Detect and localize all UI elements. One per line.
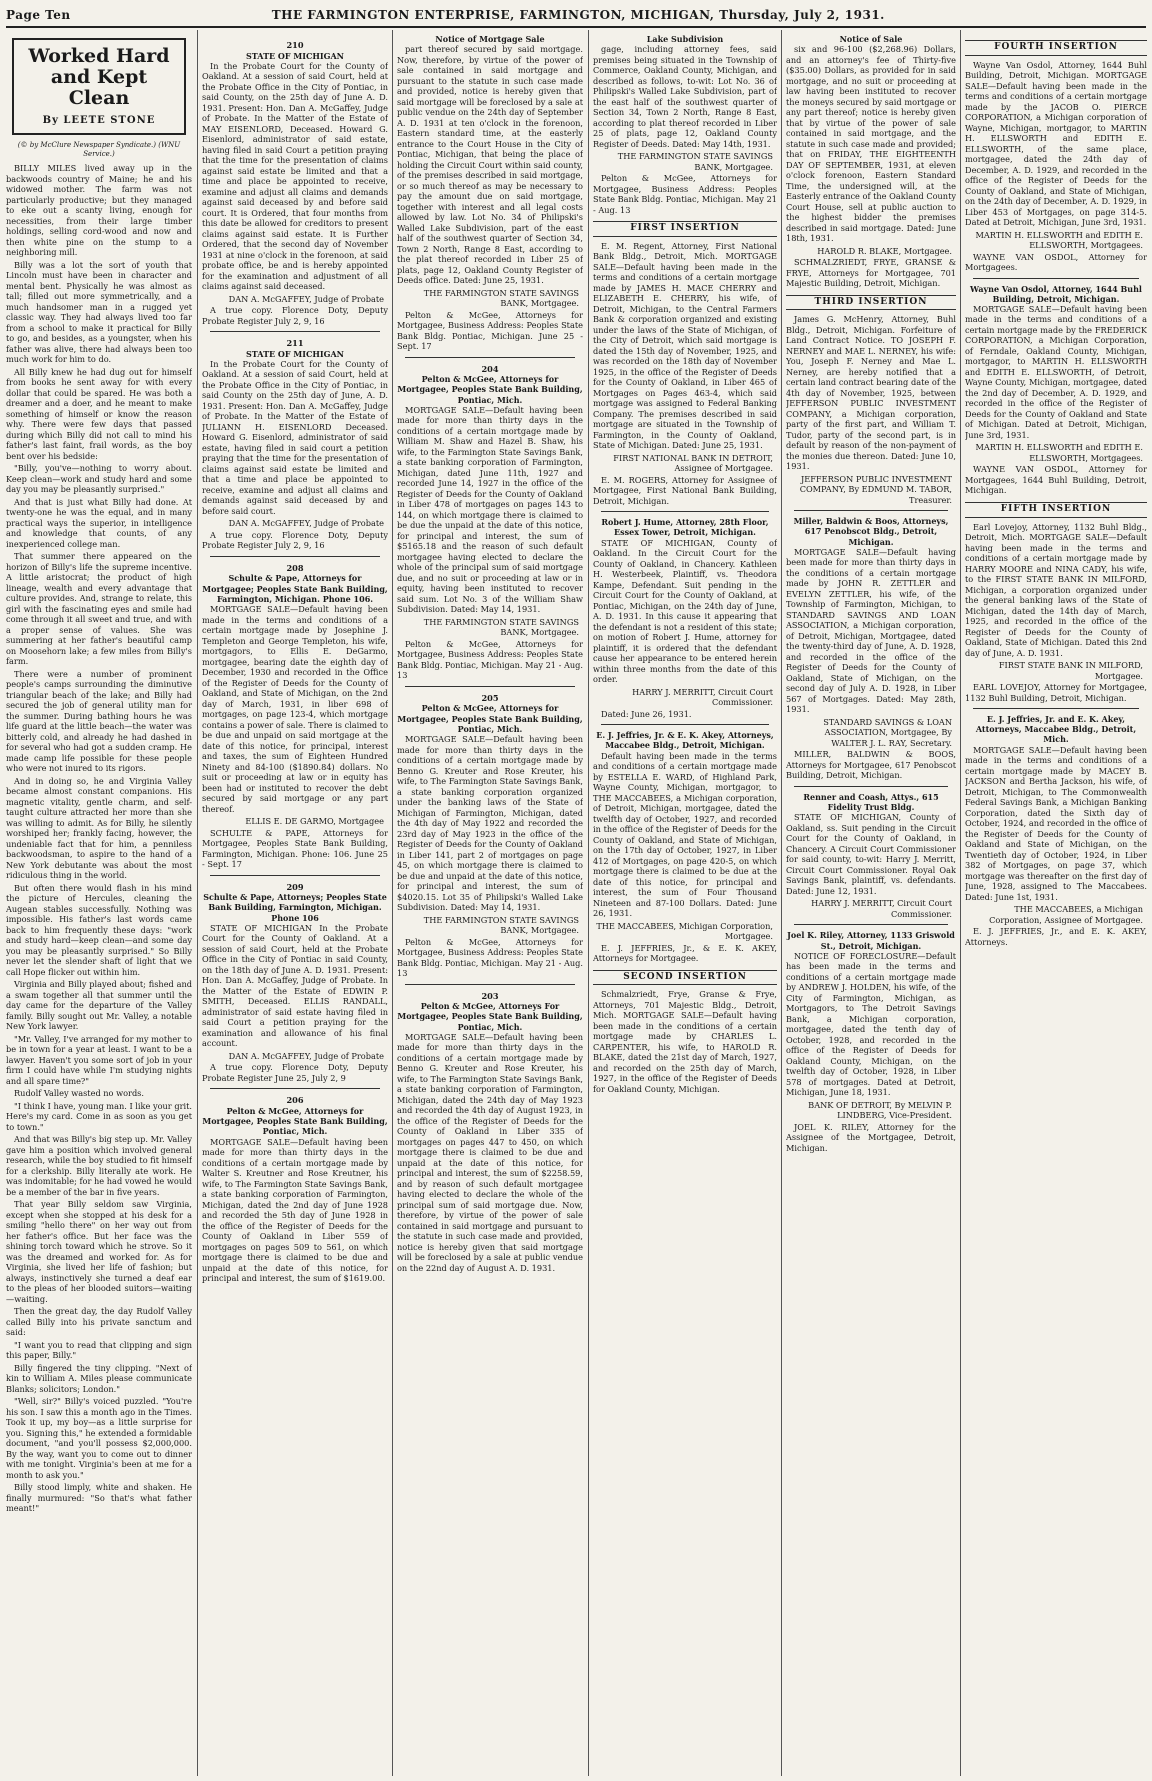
notice-body: Earl Lovejoy, Attorney, 1132 Buhl Bldg., Detroit, Mich. MORTGAGE SALE—Default having been made in the terms and conditions of a certain mortgage made by HARRY MOORE and NINA CADY, his wife, to the FIRST STATE BANK IN MILFORD, Michigan, a corporation organized under the general banking laws of the State of Michigan, dated the 14th day of March, 1925, and recorded in the office of the Register of Deeds for the County of Oakland, State of Michigan. Dated this 2nd day of June, A. D. 1931.	[965, 521, 1147, 658]
notice-separator	[973, 278, 1139, 279]
notice-signature: STANDARD SAVINGS & LOAN ASSOCIATION, Mortgagee, By WALTER J. L. RAY, Secretary.	[823, 716, 952, 748]
legal-column-2	[202, 34, 388, 1776]
notice-heading: STATE OF MICHIGAN	[246, 348, 344, 359]
notice-signature: THE FARMINGTON STATE SAVINGS BANK, Mortgagee.	[423, 287, 579, 309]
notice-body: STATE OF MICHIGAN In the Probate Court for the County of Oakland. At a session of said Court, held at the Probate Office in the City of Pontiac in said County, on the 18th day of June A. D. 1931. Present: Hon. Dan A. McGaffey, Judge of Probate. In the Matter of the Estate of EDWIN P. SMITH, Deceased. ELLIS RANDALL, administrator of said estate having filed in said Court a petition praying for the examination and allowance of his final account.	[202, 922, 388, 1049]
notice-number: 203	[481, 990, 499, 1001]
notice-body: MORTGAGE SALE—Default having been made in the terms and conditions of a certain mortgage made by Josephine J. Templeton and George Templeton, his wife, mortgagors, to Ellis E. DeGarmo, mortgagee, bearing date the eighth day of December, 1930 and recorded in the Office of the Register of Deeds for the County of Oakland, and State of Michigan, on the 2nd day of March, 1931, in liber 698 of mortgages, on page 123-4, which mortgage contains a power of sale. There is claimed to be due and unpaid on said mortgage at the date of this notice, for principal, interest and taxes, the sum of Eighteen Hundred Ninety and 84-100 ($1890.84) dollars. No suit or proceeding at law or in equity has been had or instituted to recover the debt secured by said mortgage or any part thereof.	[202, 604, 388, 814]
notice-body: MORTGAGE SALE—Default having been made for more than thirty days in the conditions of a certain mortgage made by Walter S. Kreutner and Rose Kreutner, his wife, to The Farmington State Savings Bank, a state banking corporation of Farmington, Michigan, dated the 2nd day of June 1928 and recorded the 5th day of June 1928 in the office of the Register of Deeds for the County of Oakland in Liber 559 of mortgages on pages 509 to 561, on which mortgage there is claimed to be due and unpaid at the date of this notice, for principal and interest, the sum of $1619.00.	[202, 1136, 388, 1284]
notice-signature: HAROLD R. BLAKE, Mortgagee.	[817, 245, 952, 256]
notice-heading: Pelton & McGee, Attorneys For Mortgagee, Peoples State Bank Building, Pontiac, Mich.	[397, 1001, 583, 1032]
notice-heading: Robert J. Hume, Attorney, 28th Floor, Essex Tower, Detroit, Michigan.	[601, 517, 769, 538]
notice-heading: E. J. Jeffries, Jr. & E. K. Akey, Attorneys, Maccabee Bldg., Detroit, Michigan.	[596, 730, 774, 751]
insertion-heading: SECOND INSERTION	[593, 970, 777, 986]
notice-footer: Pelton & McGee, Attorneys for Mortgagee, Business Address: Peoples State Bank Bldg. Pontiac, Michigan. May 21 - Aug. 13	[397, 936, 583, 979]
notice-signature: THE FARMINGTON STATE SAVINGS BANK, Mortgagee.	[423, 616, 579, 638]
story-paragraph: Billy was a lot the sort of youth that Lincoln must have been in character and mental bent. Physically he was almost as tall; filled out more symmetrically, and a much handsomer man in a rugged yet classic way. They had always lived too far from a school to make it practical for Billy to go, and besides, as a youngster, when his father was alive, there had always been too much work for him to do.	[6, 259, 192, 365]
notice-body: James G. McHenry, Attorney, Buhl Bldg., Detroit, Michigan. Forfeiture of Land Contract Notice. TO JOSEPH F. NERNEY and MAE L. NERNEY, his wife: You, Joseph F. Nerney and Mae L. Nerney, are hereby notified that a certain land contract bearing date of the 4th day of November, 1925, between JEFFERSON PUBLIC INVESTMENT COMPANY, a Michigan corporation, party of the first part, and William T. Tudor, party of the second part, is in default by reason of the non-payment of the monies due thereon. Dated: June 10, 1931.	[786, 314, 956, 472]
story-column	[6, 34, 192, 1776]
story-paragraph: Then the great day, the day Rudolf Valley called Billy into his private sanctum and said:	[6, 1306, 192, 1338]
story-paragraph: That summer there appeared on the horizon of Billy's life the supreme incentive. A little aristocrat; the product of high lineage, wealth and every advantage that culture provides. And, strange to relate, this girl with the fascinating eyes and smile had come through it all sweet and true, and with a proper sense of values. She was summering at her father's beautiful camp on Moosehorn lake; a few miles from Billy's farm.	[6, 551, 192, 667]
notice-body: STATE OF MICHIGAN, County of Oakland, ss. Suit pending in the Circuit Court for the County of Oakland, in Chancery. A Circuit Court Commissioner for said county, to-wit: Harry J. Merritt, Circuit Court Commissioner. Royal Oak Savings Bank, plaintiff, vs. defendants. Dated: June 12, 1931.	[786, 812, 956, 896]
notice-body: Schmalzriedt, Frye, Granse & Frye, Attorneys, 701 Majestic Bldg., Detroit, Mich. MORTGAGE SALE—Default having been made in the conditions of a certain mortgage made by CHARLES L. CARPENTER, his wife, to HAROLD R. BLAKE, dated the 21st day of March, 1927, and recorded on the 25th day of March, 1927, in the office of the Register of Deeds for Oakland County, Michigan.	[593, 989, 777, 1094]
notice-heading: Pelton & McGee, Attorneys for Mortgagee, Peoples State Bank Building, Pontiac, Mich.	[202, 1105, 388, 1137]
story-paragraph: "Billy, you've—nothing to worry about. Keep clean—work and study hard and some day you may be pleasantly surprised."	[6, 463, 192, 495]
notice-heading: Notice of Mortgage Sale	[435, 34, 545, 44]
notice-signature: MARTIN H. ELLSWORTH and EDITH E. ELLSWORTH, Mortgagees.	[975, 442, 1143, 463]
notice-body: MORTGAGE SALE—Default having been made for more than thirty days in the conditions of a certain mortgage made by Benno G. Kreuter and Rose Kreuter, his wife, to The Farmington State Savings Bank, a state banking corporation organized under the banking laws of the State of Michigan of Farmington, Michigan, dated the 4th day of May 1922 and recorded the 23rd day of May 1923 in the office of the Register of Deeds for the County of Oakland in Liber 141, part 2 of mortgages on page 45, on which mortgage there is claimed to be due and unpaid at the date of this notice, for principal and interest, the sum of $4020.15. Lot 35 of Philipski's Walled Lake Subdivision. Dated: May 14, 1931.	[397, 734, 583, 913]
notice-signature: DAN A. McGAFFEY, Judge of Probate	[228, 293, 384, 304]
notice-signature: HARRY J. MERRITT, Circuit Court Commissioner.	[811, 898, 952, 919]
notice-body: MORTGAGE SALE—Default having been made for more than thirty days in the conditions of a certain mortgage made by Benno G. Kreuter and Rose Kreuter, his wife, to The Farmington State Savings Bank, a state banking corporation of Farmington, Michigan, dated the 24th day of May 1923 and recorded the 4th day of August 1923, in the office of the Register of Deeds for the County of Oakland in Liber 335 of mortgages on pages 447 to 450, on which mortgage there is claimed to be due and unpaid at the date of this notice, for principal and interest, the sum of $2258.59, and by reason of such default mortgagee having elected to declare the whole of the principal sum of said mortgage due. Now, therefore, by virtue of the power of sale contained in said mortgage and pursuant to the statute in such case made and provided, notice is hereby given that said mortgage will be foreclosed by a sale at public vendue on the 22nd day of August A. D. 1931.	[397, 1031, 583, 1273]
notice-heading: Renner and Coash, Attys., 615 Fidelity Trust Bldg.	[803, 791, 939, 813]
notice-heading: Joel K. Riley, Attorney, 1133 Griswold St., Detroit, Michigan.	[787, 930, 955, 951]
notice-separator	[210, 875, 380, 876]
notice-separator	[601, 724, 769, 725]
notice-number: 210	[286, 40, 304, 50]
notice-signature: THE MACCABEES, a Michigan Corporation, Assignee of Mortgagee.	[989, 904, 1143, 925]
column-rule	[392, 30, 393, 1776]
story-body	[6, 163, 192, 1514]
story-paragraph: "Mr. Valley, I've arranged for my mother to be in town for a year at least. I want to be a lawyer. Haven't you some sort of job in your firm I could have while I'm studying nights and all spare time?"	[6, 1033, 192, 1086]
notice-body: six and 96-100 ($2,268.96) Dollars, and an attorney's fee of Thirty-five ($35.00) Dollars, as provided for in said mortgage, and no suit or proceeding at law having been instituted to recover the moneys secured by said mortgage or any part thereof; notice is hereby given that by virtue of the power of sale contained in said mortgage, and the statute in such case made and provided; that on FRIDAY, THE EIGHTEENTH DAY OF SEPTEMBER, 1931, at eleven o'clock forenoon, Eastern Standard Time, the undersigned will, at the Easterly entrance of the Oakland County Court House, sell at public auction to the highest bidder the premises described in said mortgage. Dated: June 18th, 1931.	[786, 44, 956, 244]
notice-body: part thereof secured by said mortgage. Now, therefore, by virtue of the power of sale contained in said mortgage and pursuant to the statute in such case made and provided, notice is hereby given that said mortgage will be foreclosed by a sale at public vendue on the 24th day of September A. D. 1931 at ten o'clock in the forenoon, Eastern standard time, at the easterly entrance to the Court House in the City of Pontiac, Michigan, that being the place of holding the Circuit Court within said county, of the premises described in said mortgage, or so much thereof as may be necessary to pay the amount due on said mortgage, together with interest and all legal costs allowed by law. Lot No. 34 of Philipski's Walled Lake Subdivision, part of the east half of the southwest quarter of Section 34, Town 2 North, Range 8 East, according to the plat thereof recorded in Liber 25 of plats, page 12, Oakland County Register of Deeds office. Dated: June 25, 1931.	[397, 44, 583, 286]
notice-body: MORTGAGE SALE—Default having been made for more than thirty days in the conditions of a certain mortgage made by William M. Shaw and Hazel B. Shaw, his wife, to the Farmington State Savings Bank, a state banking corporation of Farmington, Michigan, dated June 11th, 1927 and recorded June 14, 1927 in the office of the Register of Deeds for the County of Oakland in Liber 478 of mortgages on pages 143 to 144, on which mortgage there is claimed to be due the unpaid at the date of this notice, for principal and interest, the sum of $5165.18 and the reason of such default mortgagee having elected to declare the whole of the principal sum of said mortgage due, and no suit or proceeding at law or in equity, having been instituted to recover said sum. Lot No. 3 of the William Shaw Subdivision. Dated: May 14, 1931.	[397, 404, 583, 615]
notice-footer: E. J. JEFFRIES, Jr., & E. K. AKEY, Attorneys for Mortgagee.	[593, 942, 777, 964]
notice-heading: Miller, Baldwin & Boos, Attorneys, 617 Penobscot Bldg., Detroit, Michigan.	[793, 516, 949, 547]
notice-separator	[405, 686, 575, 687]
notice-heading: Notice of Sale	[839, 34, 903, 44]
notice-signature: THE FARMINGTON STATE SAVINGS BANK, Mortgagee.	[423, 914, 579, 936]
notice-footer: A true copy. Florence Doty, Deputy Probate Register July 2, 9, 16	[202, 529, 388, 551]
legal-column-6	[965, 34, 1147, 1776]
notice-separator	[794, 510, 948, 511]
notice-number: 211	[286, 338, 304, 349]
notice-footer: EARL LOVEJOY, Attorney for Mortgagee, 1132 Buhl Building, Detroit, Michigan.	[965, 682, 1147, 703]
notice-separator	[794, 786, 948, 787]
story-paragraph: "Well, sir?" Billy's voiced puzzled. "You're his son. I saw this a month ago in the Times. Took it up, my boy—as a little surprise for you. Signing this," he extended a formidable document, "and you'll possess $2,000,000. By the way, want you to come out to dinner with me tonight. Virginia's been at me for a month to ask you."	[6, 1396, 192, 1480]
notice-footer: E. M. ROGERS, Attorney for Assignee of Mortgagee, First National Bank Building, Detroit, Michigan.	[593, 474, 777, 506]
story-paragraph: "I want you to read that clipping and sign this paper, Billy."	[6, 1339, 192, 1361]
notice-body: Default having been made in the terms and conditions of a certain mortgage made by ESTELLA E. WARD, of Highland Park, Wayne County, Michigan, mortgagor, to THE MACCABEES, a Michigan corporation, of Detroit, Michigan, mortgagee, dated the twelfth day of October, 1927, and recorded in the office of the Register of Deeds for the County of Oakland, and State of Michigan, on the 17th day of October, 1927, in Liber 412 of Mortgages, on page 420-5, on which mortgage there is claimed to be due at the date of this notice, for principal and interest, the sum of Four Thousand Nineteen and 87-100 Dollars. Dated: June 26, 1931.	[593, 750, 777, 919]
notice-body: MORTGAGE SALE—Default having been made in the terms and conditions of a certain mortgage made by the FREDERICK CORPORATION, a Michigan Corporation, of Ferndale, Oakland County, Michigan, mortgagor, to MARTIN H. ELLSWORTH and EDITH E. ELLSWORTH, of Detroit, Wayne County, Michigan, mortgagee, dated the 2nd day of December, A. D. 1929, and recorded in the office of the Register of Deeds for the County of Oakland and State of Michigan. Dated at Detroit, Michigan, June 3rd, 1931.	[965, 303, 1147, 440]
page-number: Page Ten	[6, 8, 71, 22]
legal-column-4	[593, 34, 777, 1776]
notice-footer: Pelton & McGee, Attorneys for Mortgagee, Business Address: Peoples State Bank Bldg. Pontiac, Michigan. May 21 - Aug. 13	[397, 638, 583, 681]
notice-separator	[405, 357, 575, 358]
column-rule	[781, 30, 782, 1776]
notice-body: NOTICE OF FORECLOSURE—Default has been made in the terms and conditions of a certain mortgage made by ANDREW J. HOLDEN, his wife, of the City of Farmington, Michigan, as Mortgagors, to The Detroit Savings Bank, a Michigan corporation, mortgagee, dated the tenth day of October, 1928, and recorded in the office of the Register of Deeds for Oakland County, Michigan, on the twelfth day of October, 1928, in Liber 578 of mortgages. Dated at Detroit, Michigan, June 18, 1931.	[786, 950, 956, 1098]
story-title-box	[12, 38, 186, 135]
notice-number: 205	[481, 692, 499, 703]
story-paragraph: Billy stood limply, white and shaken. He finally murmured: "So that's what father meant!"	[6, 1482, 192, 1514]
notice-heading: STATE OF MICHIGAN	[246, 50, 344, 61]
notice-signature: DAN A. McGAFFEY, Judge of Probate	[228, 518, 384, 529]
notice-footer: JOEL K. RILEY, Attorney for the Assignee of the Mortgagee, Detroit, Michigan.	[786, 1121, 956, 1153]
story-paragraph: Billy fingered the tiny clipping. "Next of kin to William A. Miles please communicate Blanks; solicitors; London."	[6, 1362, 192, 1394]
notice-signature: FIRST NATIONAL BANK IN DETROIT, Assignee of Mortgagee.	[613, 452, 773, 474]
legal-column-3	[397, 34, 583, 1776]
notice-body: gage, including attorney fees, said premises being situated in the Township of Commerce, Oakland County, Michigan, and described as follows, to-wit: Lot No. 36 of Philipski's Walled Lake Subdivision, part of the east half of the southwest quarter of Section 34, Town 2 North, Range 8 East, according to plat thereof recorded in Liber 25 of plats, page 12, Oakland County Register of Deeds. Dated: May 14th, 1931.	[593, 44, 777, 149]
notice-body: STATE OF MICHIGAN, County of Oakland. In the Circuit Court for the County of Oakland, in Chancery. Kathleen H. Westerbeek, Plaintiff, vs. Theodora Kampe, Defendant. Suit pending in the Circuit Court for the County of Oakland, at Pontiac, Michigan, on the 24th day of June, A. D. 1931. In this cause it appearing that the defendant is not a resident of this state; on motion of Robert J. Hume, attorney for plaintiff, it is ordered that the defendant cause her appearance to be entered herein within three months from the date of this order.	[593, 537, 777, 685]
notice-signature: MARTIN H. ELLSWORTH and EDITH E. ELLSWORTH, Mortgagees.	[975, 229, 1143, 251]
column-rule	[197, 30, 198, 1776]
notice-footer: SCHULTE & PAPE, Attorneys for Mortgagee, Peoples State Bank Building, Farmington, Michigan. Phone: 106. June 25 - Sept. 17	[202, 827, 388, 870]
notice-number: 206	[286, 1095, 304, 1106]
story-paragraph: And in doing so, he and Virginia Valley became almost constant companions. His magnetic vitality, gentle charm, and self-taught culture attracted her more than she was willing to admit. As for Billy, he silently worshiped her; frankly facing, however, the undeniable fact that for him, a penniless backwoodsman, to aspire to the hand of a New York debutante was about the most ridiculous thing in the world.	[6, 775, 192, 881]
notice-body: E. M. Regent, Attorney, First National Bank Bldg., Detroit, Mich. MORTGAGE SALE—Default having been made in the terms and conditions of a certain mortgage made by JAMES H. MACE CHERRY and ELIZABETH E. CHERRY, his wife, of Detroit, Michigan, to the Central Farmers Bank & corporation organized and existing under the laws of the State of Michigan, of the City of Detroit, which said mortgage is dated the 15th day of November, 1925, and was recorded on the 18th day of November 1925, in the office of the Register of Deeds for the County of Oakland, in Liber 465 of Mortgages on Pages 463-4, which said mortgage was assigned to Federal Banking Company. The premises described in said mortgage are situated in the Township of Farmington, in the County of Oakland, State of Michigan. Dated: June 25, 1931.	[593, 240, 777, 451]
notice-footer: Pelton & McGee, Attorneys for Mortgagee, Business Address: Peoples State Bank Bldg. Pontiac, Michigan. June 25 - Sept. 17	[397, 309, 583, 352]
notice-body: MORTGAGE SALE—Default having been made for more than thirty days in the conditions of a certain mortgage made by JOHN R. ZETTLER and EVELYN ZETTLER, his wife, of the Township of Farmington, Michigan, to STANDARD SAVINGS AND LOAN ASSOCIATION, a Michigan corporation, of Detroit, Michigan, Mortgagee, dated the twenty-third day of June, A. D. 1928, and recorded in the office of the Register of Deeds for the County of Oakland, State of Michigan, on the second day of July A. D. 1928, in Liber 567 of Mortgages. Dated: May 28th, 1931.	[786, 546, 956, 715]
notice-signature: BANK OF DETROIT, By MELVIN P. LINDBERG, Vice-President.	[808, 1099, 952, 1121]
notice-number: 204	[481, 363, 499, 374]
notice-footer: A true copy. Florence Doty, Deputy Probate Register July 2, 9, 16	[202, 305, 388, 326]
notice-footer: WAYNE VAN OSDOL, Attorney for Mortgagees, 1644 Buhl Building, Detroit, Michigan.	[965, 464, 1147, 496]
story-paragraph: Virginia and Billy played about; fished and a swam together all that summer until the day came for the departure of the Valley family. Billy sought out Mr. Valley, a notable New York lawyer.	[6, 979, 192, 1032]
notice-heading: Wayne Van Osdol, Attorney, 1644 Buhl Building, Detroit, Michigan.	[970, 283, 1142, 304]
notice-separator	[973, 708, 1139, 709]
notice-body: MORTGAGE SALE—Default having been made in the terms and conditions of a certain mortgage made by MACEY B. JACKSON and Bertha Jackson, his wife, of Detroit, Michigan, to The Commonwealth Federal Savings Bank, a Michigan Banking Corporation, dated the Sixth day of October, 1924, and recorded in the office of the Register of Deeds for the County of Oakland and State of Michigan, on the Twentieth day of October, 1924, in Liber 382 of Mortgages, on page 37, which mortgage was thereafter on the first day of June, 1928, assigned to The Maccabees. Dated: June 1st, 1931.	[965, 744, 1147, 902]
notice-signature: JEFFERSON PUBLIC INVESTMENT COMPANY, By EDMUND M. TABOR, Treasurer.	[799, 473, 952, 505]
notice-footer: WAYNE VAN OSDOL, Attorney for Mortgagees.	[965, 251, 1147, 273]
notice-separator	[210, 331, 380, 332]
story-paragraph: Rudolf Valley wasted no words.	[14, 1088, 144, 1099]
insertion-heading: FIFTH INSERTION	[965, 502, 1147, 518]
notice-number: 209	[286, 881, 304, 892]
notice-signature: ELLIS E. DE GARMO, Mortgagee	[245, 816, 384, 827]
notice-signature: HARRY J. MERRITT, Circuit Court Commissioner.	[632, 686, 773, 708]
notice-body: In the Probate Court for the County of Oakland. At a session of said Court, held at the Probate Office in the City of Pontiac, in said County, on the 25th day of June A. D. 1931. Present: Hon. Dan A. McGaffey, Judge of Probate. In the Matter of the Estate of MAY EISENLORD, Deceased. Howard G. Eisenlord, administrator of said estate, having filed in said Court a petition praying that the time for the presentation of claims against said estate be limited and that a time and place be appointed to receive, examine and adjust all claims and demands against said deceased by and before said court. It is Ordered, that four months from this date be allowed for creditors to present claims against said estate. It is Further Ordered, that the second day of November 1931 at nine o'clock in the forenoon, at said probate office, be and is hereby appointed for the examination and adjustment of all claims against said deceased.	[202, 60, 388, 292]
story-title: Worked Hard and Kept Clean	[28, 45, 170, 109]
notice-footer: A true copy. Florence Doty, Deputy Probate Register June 25, July 2, 9	[202, 1062, 388, 1083]
notice-heading: Pelton & McGee, Attorneys for Mortgagee, Peoples State Bank Building, Pontiac, Mich.	[397, 374, 583, 405]
masthead: THE FARMINGTON ENTERPRISE, FARMINGTON, MICHIGAN, Thursday, July 2, 1931.	[271, 8, 885, 22]
notice-separator	[405, 984, 575, 985]
notice-heading: Schulte & Pape, Attorneys; Peoples State Bank Building, Farmington, Michigan. Phone 106	[203, 892, 387, 923]
notice-footer: Dated: June 26, 1931.	[601, 708, 692, 719]
legal-column-5	[786, 34, 956, 1776]
notice-signature: FIRST STATE BANK IN MILFORD, Mortgagee.	[998, 660, 1143, 681]
story-paragraph: There were a number of prominent people's camps surrounding the diminutive triangular beach of the lake; and Billy had secured the job of general utility man for the summer. During bathing hours he was life guard at the little beach—the water was bitterly cold, and already he had dashed in for several who had got a sudden cramp. He made camp life possible for these people who were not inured to its rigors.	[6, 668, 192, 774]
notice-signature: THE MACCABEES, Michigan Corporation, Mortgagee.	[596, 920, 773, 942]
notice-body: Wayne Van Osdol, Attorney, 1644 Buhl Building, Detroit, Michigan. MORTGAGE SALE—Default having been made in the terms and conditions of a certain mortgage made by the JACOB O. PIERCE CORPORATION, a Michigan corporation of Wayne, Michigan, mortgagor, to MARTIN H. ELLSWORTH and EDITH E. ELLSWORTH, of the same place, mortgagee, dated the 24th day of December, A. D. 1929, and recorded in the office of the Register of Deeds for the County of Oakland, and State of Michigan, on the 24th day of December, A. D. 1929, in Liber 453 of Mortgages, on page 314-5. Dated at Detroit, Michigan, June 3rd, 1931.	[965, 59, 1147, 228]
notice-separator	[210, 556, 380, 557]
notice-footer: MILLER, BALDWIN & BOOS, Attorneys for Mortgagee, 617 Penobscot Building, Detroit, Michigan.	[786, 749, 956, 781]
insertion-heading: FIRST INSERTION	[593, 221, 777, 237]
notice-footer: Pelton & McGee, Attorneys for Mortgagee, Business Address: Peoples State Bank Bldg. Pontiac, Michigan. May 21 - Aug. 13	[593, 173, 777, 215]
notice-separator	[601, 511, 769, 512]
page-header	[6, 4, 1146, 28]
notice-heading: Lake Subdivision	[646, 34, 724, 44]
column-rule	[588, 30, 589, 1776]
notice-footer: E. J. JEFFRIES, Jr., and E. K. AKEY, Attorneys.	[965, 926, 1147, 947]
story-paragraph: All Billy knew he had dug out for himself from books he sent away for with every dollar that could be spared. He was both a dreamer and a doer, and he meant to make something of himself or know the reason why. There were few days that passed during which Billy did not call to mind his father's last faint, frail words, as the boy bent over his bedside:	[6, 366, 192, 461]
notice-heading: Schulte & Pape, Attorneys for Mortgagee; Peoples State Bank Building, Farmington, Michigan. Phone 106.	[202, 573, 388, 604]
notice-number: 208	[286, 562, 304, 573]
notice-signature: THE FARMINGTON STATE SAVINGS BANK, Mortgagee.	[617, 151, 773, 172]
story-paragraph: BILLY MILES lived away up in the backwoods country of Maine; he and his widowed mother. The farm was not particularly productive; but they managed to eke out a scanty living, enough for necessities, from their large timber holdings, selling cord-wood and now and then white pine on the stump to a neighboring mill.	[6, 163, 192, 258]
notice-heading: Pelton & McGee, Attorneys for Mortgagee, Peoples State Bank Building, Pontiac, Mich.	[397, 703, 583, 734]
syndicate-credit: (© by McClure Newspaper Syndicate.) (WNU Service.)	[17, 141, 181, 159]
story-paragraph: But often there would flash in his mind the picture of Hercules, cleaning the Augean stables successfully. Nothing was impossible. His father's last words came back to him frequently these days: "work and study hard—keep clean—and some day you may be pleasantly surprised." So Billy never let the slender shaft of light that we call Hope flicker out within him.	[6, 882, 192, 977]
insertion-heading: FOURTH INSERTION	[965, 40, 1147, 56]
story-paragraph: "I think I have, young man. I like your grit. Here's my card. Come in as soon as you get to town."	[6, 1100, 192, 1132]
notice-signature: DAN A. McGAFFEY, Judge of Probate	[228, 1050, 384, 1061]
notice-separator	[794, 924, 948, 925]
story-paragraph: And that was Billy's big step up. Mr. Valley gave him a position which involved general research, while the boy studied to fit himself for a clerkship. Billy literally ate work. He was indomitable; for he had vowed he would be a member of the bar in five years.	[6, 1134, 192, 1197]
story-paragraph: That year Billy seldom saw Virginia, except when she stopped at his desk for a smiling "hello there" on her way out from her father's office. But her face was the shining torch toward which he strove. So it was the dreamed and worked for. As for Virginia, she lived her life of fashion; but always, instinctively she turned a deaf ear to the pleas of her blooded suitors—waiting—waiting.	[6, 1199, 192, 1304]
notice-body: In the Probate Court for the County of Oakland. At a session of said Court, held at the Probate Office in the City of Pontiac, in said County on the 25th day of June, A. D. 1931. Present: Hon. Dan A. McGaffey, Judge of Probate. In the Matter of the Estate of JULIANN H. EISENLORD Deceased. Howard G. Eisenlord, administrator of said estate, having filed in said court a petition praying that the time for the presentation of claims against said estate be limited and that a time and place be appointed to receive, examine and adjust all claims and demands against said deceased by and before said court.	[202, 358, 388, 516]
story-paragraph: And that is just what Billy had done. At twenty-one he was the equal, and in many practical ways the superior, in intelligence and knowledge that counts, of any inexperienced college man.	[6, 496, 192, 549]
column-rule	[960, 30, 961, 1776]
notice-heading: E. J. Jeffries, Jr. and E. K. Akey, Attorneys, Maccabee Bldg., Detroit, Mich.	[975, 714, 1137, 745]
story-byline: By LEETE STONE	[42, 114, 156, 126]
notice-footer: SCHMALZRIEDT, FRYE, GRANSE & FRYE, Attorneys for Mortgagee, 701 Majestic Building, Detroit, Michigan.	[786, 257, 956, 289]
notice-separator	[210, 1088, 380, 1089]
insertion-heading: THIRD INSERTION	[786, 295, 956, 311]
